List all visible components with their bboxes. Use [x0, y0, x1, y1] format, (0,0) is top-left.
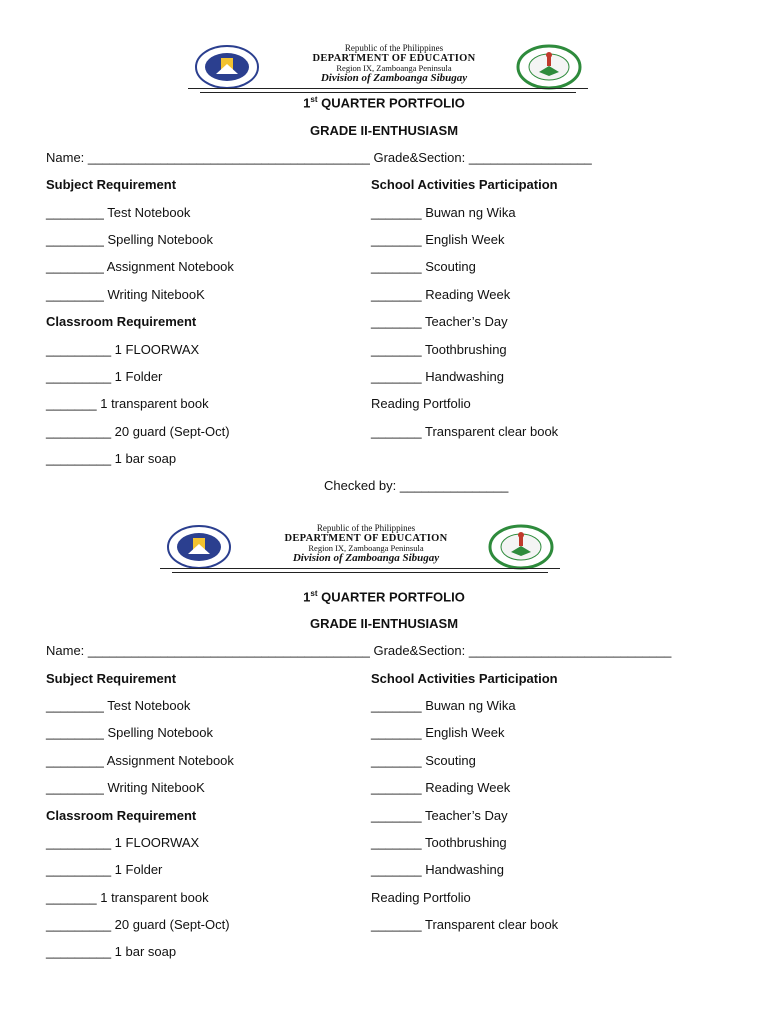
classroom-item: _________ 1 Folder — [46, 369, 163, 384]
activity-item: _______ Teacher’s Day — [371, 314, 508, 329]
division-line: Division of Zamboanga Sibugay — [320, 72, 468, 85]
activity-item: _______ Toothbrushing — [371, 342, 507, 357]
activity-item: _______ Reading Week — [371, 287, 511, 302]
subject-item: ________ Test Notebook — [46, 698, 191, 713]
activity-item: _______ Scouting — [371, 753, 476, 768]
activity-item: _______ Toothbrushing — [371, 835, 507, 850]
classroom-requirement-heading: Classroom Requirement — [46, 314, 197, 329]
deped-line: DEPARTMENT OF EDUCATION — [312, 53, 476, 65]
republic-line: Republic of the Philippines — [344, 43, 444, 53]
deped-letterhead — [160, 518, 560, 580]
subject-item: ________ Spelling Notebook — [46, 725, 213, 740]
deped-letterhead — [188, 38, 588, 100]
division-line: Division of Zamboanga Sibugay — [292, 552, 440, 565]
activities-heading: School Activities Participation — [371, 671, 558, 686]
division-seal-icon — [516, 44, 582, 90]
grade-section-title: GRADE II-ENTHUSIASM — [309, 616, 459, 631]
activity-item: _______ Teacher’s Day — [371, 808, 508, 823]
subject-item: ________ Assignment Notebook — [46, 753, 234, 768]
reading-item: _______ Transparent clear book — [371, 424, 559, 439]
classroom-item: _________ 1 bar soap — [46, 944, 177, 959]
classroom-item: _________ 1 FLOORWAX — [46, 342, 200, 357]
subject-requirement-heading: Subject Requirement — [46, 671, 177, 686]
grade-section-title: GRADE II-ENTHUSIASM — [309, 123, 459, 138]
subject-requirement-heading: Subject Requirement — [46, 177, 177, 192]
activity-item: _______ Scouting — [371, 259, 476, 274]
reading-portfolio-label: Reading Portfolio — [371, 396, 471, 411]
region-line: Region IX, Zamboanga Peninsula — [308, 543, 424, 554]
activities-heading: School Activities Participation — [371, 177, 558, 192]
reading-item: _______ Transparent clear book — [371, 917, 559, 932]
activity-item: _______ English Week — [371, 232, 505, 247]
name-grade-line: Name: _______________________________________ Grade&Section: _________________ — [46, 150, 592, 165]
activity-item: _______ Handwashing — [371, 862, 504, 877]
division-seal-icon — [488, 524, 554, 570]
classroom-item: _________ 1 Folder — [46, 862, 163, 877]
classroom-item: _________ 1 bar soap — [46, 451, 177, 466]
region-line: Region IX, Zamboanga Peninsula — [336, 63, 452, 74]
classroom-item: _______ 1 transparent book — [46, 890, 209, 905]
activity-item: _______ Buwan ng Wika — [371, 698, 516, 713]
subject-item: ________ Writing NitebooK — [46, 780, 205, 795]
subject-item: ________ Assignment Notebook — [46, 259, 234, 274]
classroom-requirement-heading: Classroom Requirement — [46, 808, 197, 823]
classroom-item: _________ 1 FLOORWAX — [46, 835, 200, 850]
header-rule — [160, 568, 560, 569]
classroom-item: _________ 20 guard (Sept-Oct) — [46, 424, 230, 439]
activity-item: _______ English Week — [371, 725, 505, 740]
subject-item: ________ Writing NitebooK — [46, 287, 205, 302]
deped-line: DEPARTMENT OF EDUCATION — [284, 533, 448, 545]
activity-item: _______ Buwan ng Wika — [371, 205, 516, 220]
republic-line: Republic of the Philippines — [316, 523, 416, 533]
reading-portfolio-label: Reading Portfolio — [371, 890, 471, 905]
activity-item: _______ Handwashing — [371, 369, 504, 384]
header-rule-thin — [172, 572, 548, 573]
subject-item: ________ Test Notebook — [46, 205, 191, 220]
activity-item: _______ Reading Week — [371, 780, 511, 795]
classroom-item: _________ 20 guard (Sept-Oct) — [46, 917, 230, 932]
header-rule — [188, 88, 588, 89]
classroom-item: _______ 1 transparent book — [46, 396, 209, 411]
name-grade-line: Name: _______________________________________ Grade&Section: ____________________________ — [46, 643, 672, 658]
deped-seal-icon — [166, 524, 232, 570]
deped-seal-icon — [194, 44, 260, 90]
title: 1st QUARTER PORTFOLIO — [303, 95, 465, 111]
title: 1st QUARTER PORTFOLIO — [303, 589, 465, 605]
checked-by-line: Checked by: _______________ — [324, 478, 509, 493]
header-rule-thin — [200, 92, 576, 93]
subject-item: ________ Spelling Notebook — [46, 232, 213, 247]
